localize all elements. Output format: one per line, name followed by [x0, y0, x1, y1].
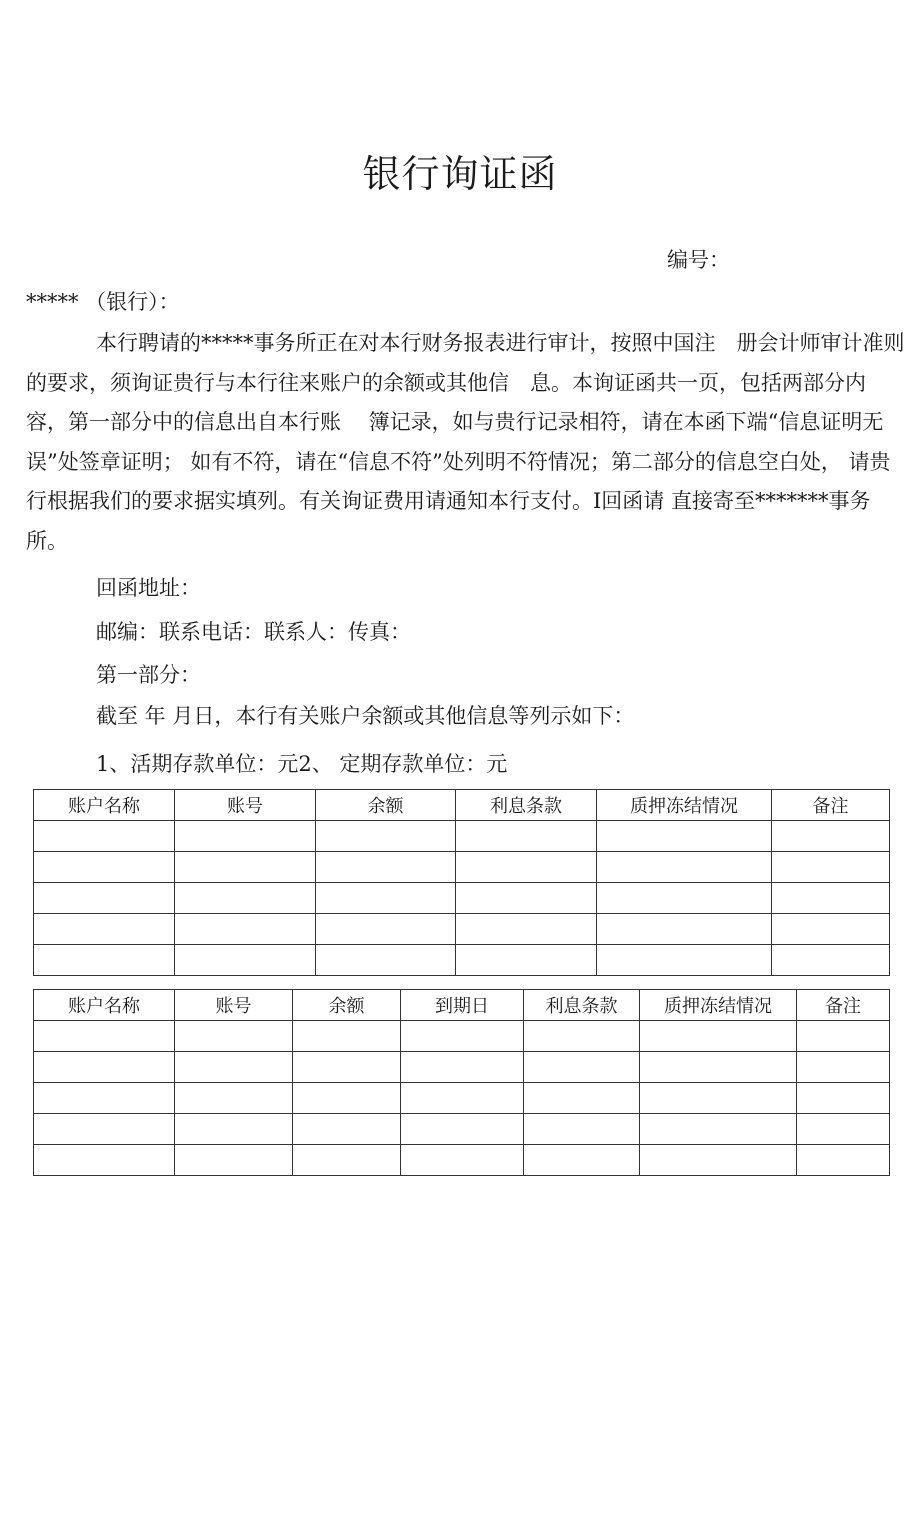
table-cell[interactable]: [34, 945, 175, 976]
header-balance: 余额: [316, 790, 456, 821]
table-cell[interactable]: [293, 1145, 401, 1176]
header-remarks: 备注: [797, 990, 890, 1021]
header-interest-terms: 利息条款: [456, 790, 597, 821]
table-row: [34, 821, 890, 852]
table-cell[interactable]: [640, 1145, 797, 1176]
table-cell[interactable]: [34, 1145, 175, 1176]
table-cell[interactable]: [316, 914, 456, 945]
table-header-row: [34, 990, 890, 1021]
table-cell[interactable]: [797, 1145, 890, 1176]
table-cell[interactable]: [34, 883, 175, 914]
table-cell[interactable]: [175, 914, 316, 945]
header-balance: 余额: [293, 990, 401, 1021]
header-remarks: 备注: [772, 790, 890, 821]
header-account-name: 账户名称: [34, 790, 175, 821]
table-cell[interactable]: [34, 1114, 175, 1145]
table-cell[interactable]: [797, 1083, 890, 1114]
table-cell[interactable]: [524, 1052, 640, 1083]
header-maturity-date: 到期日: [401, 990, 524, 1021]
table-cell[interactable]: [524, 1021, 640, 1052]
contact-line: 邮编：联系电话：联系人：传真：: [96, 620, 411, 644]
header-account-number: 账号: [175, 790, 316, 821]
time-deposit-table: [33, 989, 890, 1176]
table-row: [34, 914, 890, 945]
table-row: [34, 852, 890, 883]
table-cell[interactable]: [456, 883, 597, 914]
table-cell[interactable]: [401, 1145, 524, 1176]
header-account-number: 账号: [175, 990, 293, 1021]
table-cell[interactable]: [175, 1145, 293, 1176]
table-cell[interactable]: [316, 883, 456, 914]
table-row: [34, 1083, 890, 1114]
table-cell[interactable]: [293, 1052, 401, 1083]
table-cell[interactable]: [34, 852, 175, 883]
table-cell[interactable]: [772, 821, 890, 852]
header-interest-terms: 利息条款: [524, 990, 640, 1021]
table-cell[interactable]: [640, 1114, 797, 1145]
table-row: [34, 1021, 890, 1052]
table-cell[interactable]: [797, 1052, 890, 1083]
table-cell[interactable]: [401, 1052, 524, 1083]
table-cell[interactable]: [401, 1021, 524, 1052]
table-cell[interactable]: [175, 1021, 293, 1052]
table-cell[interactable]: [316, 821, 456, 852]
table-cell[interactable]: [456, 852, 597, 883]
table-cell[interactable]: [524, 1114, 640, 1145]
table-cell[interactable]: [640, 1021, 797, 1052]
table-row: [34, 883, 890, 914]
table-cell[interactable]: [175, 852, 316, 883]
table-cell[interactable]: [456, 821, 597, 852]
table-cell[interactable]: [524, 1083, 640, 1114]
table-cell[interactable]: [772, 914, 890, 945]
table-cell[interactable]: [597, 821, 772, 852]
table-cell[interactable]: [597, 852, 772, 883]
document-number-label: 编号：: [667, 248, 730, 272]
table-cell[interactable]: [456, 914, 597, 945]
table-cell[interactable]: [456, 945, 597, 976]
header-account-name: 账户名称: [34, 990, 175, 1021]
table-cell[interactable]: [640, 1052, 797, 1083]
table-cell[interactable]: [797, 1114, 890, 1145]
body-paragraph: 本行聘请的*****事务所正在对本行财务报表进行审计，按照中国注 册会计师审计准则的要求，须询证贵行与本行往来账户的余额或其他信 息。本询证函共一页，包括两部分内容，第一部分中的信息出自本行账 簿记录，如与贵行记录相符，请在本函下端“信息证明无误”处签章证明； 如有不符，请在“信息不符”处列明不符情况；第二部分的信息空白处， 请贵行根据我们的要求据实填列。有关询证费用请通知本行支付。I回函请 直接寄至*******事务所。: [26, 331, 905, 553]
table-cell[interactable]: [175, 1114, 293, 1145]
table-cell[interactable]: [175, 821, 316, 852]
deposit-type-line: 1、活期存款单位：元2、 定期存款单位：元: [96, 752, 508, 776]
table-cell[interactable]: [34, 1021, 175, 1052]
table-cell[interactable]: [797, 1021, 890, 1052]
document-title: 银行询证函: [362, 152, 558, 197]
demand-deposit-table: [33, 789, 890, 976]
table-cell[interactable]: [316, 852, 456, 883]
table-cell[interactable]: [34, 1052, 175, 1083]
table-cell[interactable]: [175, 945, 316, 976]
header-pledge-freeze: 质押冻结情况: [640, 990, 797, 1021]
table-cell[interactable]: [597, 945, 772, 976]
table-row: [34, 1052, 890, 1083]
table-cell[interactable]: [597, 914, 772, 945]
table-cell[interactable]: [772, 883, 890, 914]
table-cell[interactable]: [640, 1083, 797, 1114]
table-cell[interactable]: [401, 1083, 524, 1114]
table-cell[interactable]: [175, 1083, 293, 1114]
table-header-row: [34, 790, 890, 821]
addressee: ***** （银行）：: [26, 290, 180, 314]
table-cell[interactable]: [34, 1083, 175, 1114]
as-of-line: 截至 年 月日，本行有关账户余额或其他信息等列示如下：: [96, 704, 635, 728]
table-row: [34, 1114, 890, 1145]
table-row: [34, 945, 890, 976]
table-cell[interactable]: [175, 1052, 293, 1083]
part-one-label: 第一部分：: [96, 663, 201, 687]
table-cell[interactable]: [597, 883, 772, 914]
table-row: [34, 1145, 890, 1176]
return-address-label: 回函地址：: [96, 576, 201, 600]
table-cell[interactable]: [34, 914, 175, 945]
table-cell[interactable]: [401, 1114, 524, 1145]
table-cell[interactable]: [175, 883, 316, 914]
table-cell[interactable]: [316, 945, 456, 976]
table-cell[interactable]: [772, 852, 890, 883]
table-cell[interactable]: [293, 1021, 401, 1052]
table-cell[interactable]: [524, 1145, 640, 1176]
table-cell[interactable]: [772, 945, 890, 976]
table-cell[interactable]: [293, 1114, 401, 1145]
table-cell[interactable]: [293, 1083, 401, 1114]
table-cell[interactable]: [34, 821, 175, 852]
header-pledge-freeze: 质押冻结情况: [597, 790, 772, 821]
